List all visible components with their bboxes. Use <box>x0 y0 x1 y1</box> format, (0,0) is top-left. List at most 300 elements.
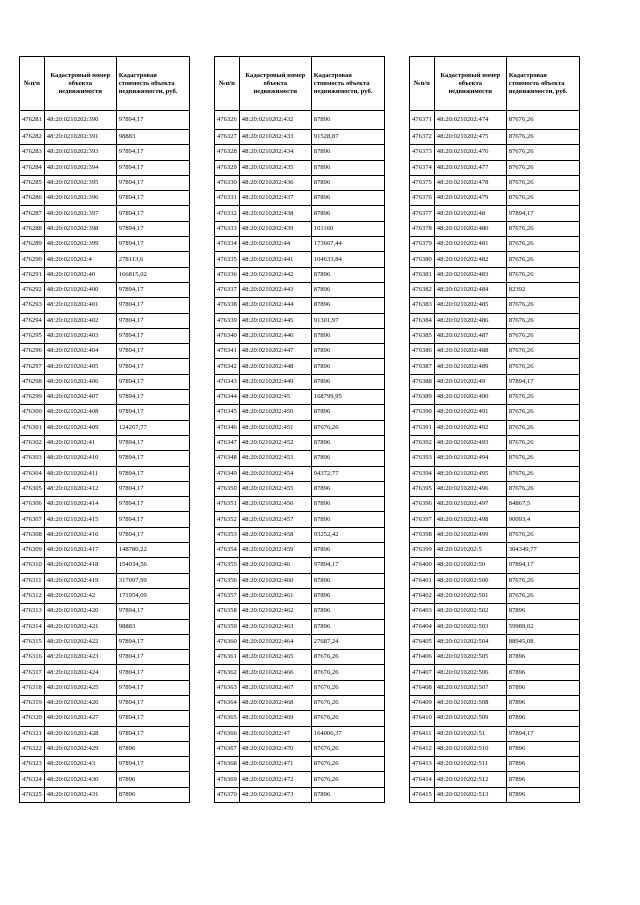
cadastral-number: 48:20:0210202:417 <box>44 543 116 558</box>
table-row <box>410 160 580 175</box>
cadastral-cost: 87896 <box>311 344 384 359</box>
cadastral-cost: 97894,17 <box>116 374 189 389</box>
cadastral-number: 48:20:0210202:512 <box>434 772 506 787</box>
cadastral-number: 48:20:0210202:486 <box>434 313 506 328</box>
table-row <box>20 282 190 297</box>
row-number: 476404 <box>410 619 435 634</box>
row-number: 476300 <box>20 405 45 420</box>
cadastral-number: 48:20:0210202:430 <box>44 772 116 787</box>
table-row <box>20 573 190 588</box>
row-number: 476333 <box>215 221 240 236</box>
table-row <box>410 374 580 389</box>
table-row <box>20 328 190 343</box>
table-row <box>410 206 580 221</box>
cadastral-cost: 87676,26 <box>311 741 384 756</box>
cadastral-number: 48:20:0210202:469 <box>239 711 311 726</box>
row-number: 476394 <box>410 466 435 481</box>
table-row <box>410 130 580 145</box>
cadastral-number: 48:20:0210202:466 <box>239 665 311 680</box>
table-row <box>20 359 190 374</box>
cadastral-number: 48:20:0210202:470 <box>239 741 311 756</box>
cadastral-cost: 278113,6 <box>116 252 189 267</box>
table-row <box>215 344 385 359</box>
cadastral-number: 48:20:0210202:511 <box>434 757 506 772</box>
cadastral-cost: 87896 <box>311 282 384 297</box>
table-row <box>215 772 385 787</box>
cadastral-cost: 97894,17 <box>116 191 189 206</box>
table-row <box>215 512 385 527</box>
cadastral-cost: 97894,17 <box>116 328 189 343</box>
register-table-2 <box>214 56 385 803</box>
cadastral-cost: 97894,17 <box>116 497 189 512</box>
cadastral-cost: 87896 <box>311 787 384 802</box>
cadastral-number: 48:20:0210202:482 <box>434 252 506 267</box>
cadastral-number: 48:20:0210202:490 <box>434 390 506 405</box>
table-row <box>20 206 190 221</box>
row-number: 476399 <box>410 543 435 558</box>
row-number: 476378 <box>410 221 435 236</box>
cadastral-number: 48:20:0210202:489 <box>434 359 506 374</box>
cadastral-cost: 87896 <box>506 665 579 680</box>
cadastral-number: 48:20:0210202:401 <box>44 298 116 313</box>
cadastral-cost: 98883 <box>116 130 189 145</box>
row-number: 476313 <box>20 604 45 619</box>
table-row <box>410 787 580 802</box>
cadastral-number: 48:20:0210202:411 <box>44 466 116 481</box>
cadastral-cost: 97894,17 <box>116 665 189 680</box>
cadastral-number: 48:20:0210202:500 <box>434 573 506 588</box>
row-number: 476286 <box>20 191 45 206</box>
cadastral-cost: 82392 <box>506 282 579 297</box>
cadastral-number: 48:20:0210202:441 <box>239 252 311 267</box>
row-number: 476294 <box>20 313 45 328</box>
table-row <box>20 665 190 680</box>
table-row <box>20 111 190 130</box>
row-number: 476284 <box>20 160 45 175</box>
row-number: 476299 <box>20 390 45 405</box>
row-number: 476358 <box>215 604 240 619</box>
cadastral-number: 48:20:0210202:503 <box>434 619 506 634</box>
cadastral-cost: 87676,26 <box>506 527 579 542</box>
row-number: 476407 <box>410 665 435 680</box>
row-number: 476337 <box>215 282 240 297</box>
cadastral-number: 48:20:0210202:462 <box>239 604 311 619</box>
cadastral-cost: 27687,24 <box>311 634 384 649</box>
cadastral-cost: 87676,26 <box>311 665 384 680</box>
cadastral-cost: 87896 <box>506 787 579 802</box>
table-row <box>20 252 190 267</box>
cadastral-cost: 97894,17 <box>116 405 189 420</box>
header-number: №п/п <box>20 57 45 111</box>
row-number: 476292 <box>20 282 45 297</box>
table-row <box>215 573 385 588</box>
cadastral-number: 48:20:0210202:439 <box>239 221 311 236</box>
row-number: 476380 <box>410 252 435 267</box>
cadastral-number: 48:20:0210202:452 <box>239 435 311 450</box>
table-row <box>20 634 190 649</box>
cadastral-cost: 97894,17 <box>506 726 579 741</box>
cadastral-cost: 87896 <box>311 604 384 619</box>
cadastral-number: 48:20:0210202:51 <box>434 726 506 741</box>
table-header-row <box>215 57 385 111</box>
table-row <box>20 451 190 466</box>
cadastral-cost: 87676,26 <box>311 757 384 772</box>
cadastral-number: 48:20:0210202:395 <box>44 175 116 190</box>
cadastral-number: 48:20:0210202:422 <box>44 634 116 649</box>
cadastral-number: 48:20:0210202:409 <box>44 420 116 435</box>
cadastral-cost: 87896 <box>311 298 384 313</box>
cadastral-cost: 304349,77 <box>506 543 579 558</box>
cadastral-cost: 87676,26 <box>506 405 579 420</box>
row-number: 476340 <box>215 328 240 343</box>
row-number: 476317 <box>20 665 45 680</box>
cadastral-number: 48:20:0210202:428 <box>44 726 116 741</box>
register-table-3 <box>409 56 580 803</box>
cadastral-cost: 87676,26 <box>506 390 579 405</box>
cadastral-number: 48:20:0210202:400 <box>44 282 116 297</box>
cadastral-number: 48:20:0210202:423 <box>44 650 116 665</box>
table-row <box>20 787 190 802</box>
cadastral-cost: 97894,17 <box>311 558 384 573</box>
table-row <box>410 237 580 252</box>
cadastral-cost: 97894,17 <box>116 359 189 374</box>
row-number: 476411 <box>410 726 435 741</box>
cadastral-number: 48:20:0210202:412 <box>44 481 116 496</box>
table-row <box>410 543 580 558</box>
table-row <box>215 588 385 603</box>
cadastral-cost: 168799,95 <box>311 390 384 405</box>
row-number: 476376 <box>410 191 435 206</box>
row-number: 476326 <box>215 111 240 130</box>
cadastral-cost: 87896 <box>311 191 384 206</box>
cadastral-cost: 87676,26 <box>506 267 579 282</box>
cadastral-number: 48:20:0210202:507 <box>434 680 506 695</box>
row-number: 476367 <box>215 741 240 756</box>
cadastral-number: 48:20:0210202:421 <box>44 619 116 634</box>
header-cadastral-number: Кадастровый номер объекта недвижимости <box>44 57 116 111</box>
cadastral-cost: 97894,17 <box>116 512 189 527</box>
cadastral-cost: 94372,77 <box>311 466 384 481</box>
table-row <box>215 543 385 558</box>
cadastral-cost: 97894,17 <box>116 435 189 450</box>
header-number: №п/п <box>410 57 435 111</box>
row-number: 476382 <box>410 282 435 297</box>
cadastral-number: 48:20:0210202:437 <box>239 191 311 206</box>
cadastral-number: 48:20:0210202:44 <box>239 237 311 252</box>
table-row <box>410 680 580 695</box>
table-row <box>410 695 580 710</box>
cadastral-cost: 97894,17 <box>116 111 189 130</box>
cadastral-cost: 97894,17 <box>116 680 189 695</box>
row-number: 476281 <box>20 111 45 130</box>
cadastral-cost: 87676,26 <box>506 466 579 481</box>
cadastral-cost: 91528,87 <box>311 130 384 145</box>
row-number: 476335 <box>215 252 240 267</box>
cadastral-number: 48:20:0210202:495 <box>434 466 506 481</box>
table-row <box>215 497 385 512</box>
table-row <box>410 665 580 680</box>
table-row <box>20 390 190 405</box>
cadastral-cost: 97894,17 <box>116 344 189 359</box>
cadastral-cost: 97894,17 <box>506 374 579 389</box>
row-number: 476311 <box>20 573 45 588</box>
table-row <box>410 650 580 665</box>
header-cadastral-cost: Кадастровая стоимость объекта недвижимости, руб. <box>506 57 579 111</box>
cadastral-number: 48:20:0210202:492 <box>434 420 506 435</box>
row-number: 476390 <box>410 405 435 420</box>
row-number: 476414 <box>410 772 435 787</box>
cadastral-cost: 87676,26 <box>506 160 579 175</box>
table-row <box>410 573 580 588</box>
table-row <box>215 711 385 726</box>
row-number: 476344 <box>215 390 240 405</box>
register-table-1 <box>19 56 190 803</box>
table-row <box>20 772 190 787</box>
cadastral-number: 48:20:0210202:398 <box>44 221 116 236</box>
cadastral-number: 48:20:0210202:479 <box>434 191 506 206</box>
cadastral-cost: 87676,26 <box>506 344 579 359</box>
cadastral-cost: 87676,26 <box>311 695 384 710</box>
table-row <box>410 527 580 542</box>
cadastral-number: 48:20:0210202:463 <box>239 619 311 634</box>
row-number: 476289 <box>20 237 45 252</box>
cadastral-number: 48:20:0210202:448 <box>239 359 311 374</box>
table-row <box>20 726 190 741</box>
row-number: 476357 <box>215 588 240 603</box>
row-number: 476309 <box>20 543 45 558</box>
table-row <box>20 680 190 695</box>
cadastral-cost: 87896 <box>311 435 384 450</box>
cadastral-number: 48:20:0210202:505 <box>434 650 506 665</box>
row-number: 476387 <box>410 359 435 374</box>
cadastral-number: 48:20:0210202:46 <box>239 558 311 573</box>
cadastral-cost: 87676,26 <box>506 175 579 190</box>
cadastral-number: 48:20:0210202:465 <box>239 650 311 665</box>
table-row <box>215 160 385 175</box>
cadastral-cost: 124267,77 <box>116 420 189 435</box>
row-number: 476301 <box>20 420 45 435</box>
cadastral-number: 48:20:0210202:49 <box>434 374 506 389</box>
row-number: 476415 <box>410 787 435 802</box>
table-row <box>410 267 580 282</box>
table-row <box>410 420 580 435</box>
table-row <box>20 130 190 145</box>
cadastral-number: 48:20:0210202:509 <box>434 711 506 726</box>
cadastral-number: 48:20:0210202:446 <box>239 328 311 343</box>
row-number: 476302 <box>20 435 45 450</box>
cadastral-number: 48:20:0210202:40 <box>44 267 116 282</box>
cadastral-cost: 97894,17 <box>116 221 189 236</box>
row-number: 476334 <box>215 237 240 252</box>
cadastral-number: 48:20:0210202:506 <box>434 665 506 680</box>
cadastral-cost: 87896 <box>311 160 384 175</box>
table-row <box>215 558 385 573</box>
cadastral-cost: 87676,26 <box>506 481 579 496</box>
table-row <box>410 344 580 359</box>
cadastral-number: 48:20:0210202:488 <box>434 344 506 359</box>
cadastral-number: 48:20:0210202:393 <box>44 145 116 160</box>
row-number: 476386 <box>410 344 435 359</box>
cadastral-number: 48:20:0210202:420 <box>44 604 116 619</box>
cadastral-number: 48:20:0210202:405 <box>44 359 116 374</box>
row-number: 476331 <box>215 191 240 206</box>
row-number: 476343 <box>215 374 240 389</box>
table-row <box>410 604 580 619</box>
cadastral-number: 48:20:0210202:397 <box>44 206 116 221</box>
cadastral-number: 48:20:0210202:480 <box>434 221 506 236</box>
cadastral-number: 48:20:0210202:468 <box>239 695 311 710</box>
row-number: 476397 <box>410 512 435 527</box>
cadastral-cost: 87896 <box>506 711 579 726</box>
cadastral-number: 48:20:0210202:47 <box>239 726 311 741</box>
row-number: 476366 <box>215 726 240 741</box>
cadastral-number: 48:20:0210202:510 <box>434 741 506 756</box>
table-row <box>215 619 385 634</box>
cadastral-number: 48:20:0210202:491 <box>434 405 506 420</box>
table-row <box>410 481 580 496</box>
cadastral-number: 48:20:0210202:5 <box>434 543 506 558</box>
table-row <box>410 145 580 160</box>
cadastral-cost: 87676,26 <box>506 573 579 588</box>
cadastral-cost: 87896 <box>311 374 384 389</box>
cadastral-cost: 97894,17 <box>116 298 189 313</box>
cadastral-cost: 87676,26 <box>506 111 579 130</box>
cadastral-number: 48:20:0210202:457 <box>239 512 311 527</box>
table-row <box>20 619 190 634</box>
cadastral-cost: 90093,4 <box>506 512 579 527</box>
cadastral-cost: 87676,26 <box>506 191 579 206</box>
table-row <box>20 145 190 160</box>
cadastral-cost: 97894,17 <box>116 650 189 665</box>
row-number: 476305 <box>20 481 45 496</box>
table-row <box>20 313 190 328</box>
cadastral-number: 48:20:0210202:471 <box>239 757 311 772</box>
table-row <box>20 711 190 726</box>
cadastral-number: 48:20:0210202:494 <box>434 451 506 466</box>
row-number: 476381 <box>410 267 435 282</box>
cadastral-number: 48:20:0210202:504 <box>434 634 506 649</box>
row-number: 476329 <box>215 160 240 175</box>
cadastral-cost: 87896 <box>116 772 189 787</box>
table-row <box>20 695 190 710</box>
row-number: 476408 <box>410 680 435 695</box>
table-row <box>20 405 190 420</box>
header-cadastral-cost: Кадастровая стоимость объекта недвижимости, руб. <box>116 57 189 111</box>
row-number: 476412 <box>410 741 435 756</box>
row-number: 476368 <box>215 757 240 772</box>
cadastral-number: 48:20:0210202:508 <box>434 695 506 710</box>
cadastral-number: 48:20:0210202:425 <box>44 680 116 695</box>
cadastral-cost: 87896 <box>311 619 384 634</box>
table-row <box>410 175 580 190</box>
cadastral-cost: 87676,26 <box>311 711 384 726</box>
table-row <box>20 191 190 206</box>
cadastral-cost: 87676,26 <box>506 221 579 236</box>
cadastral-cost: 87896 <box>506 650 579 665</box>
table-row <box>20 558 190 573</box>
table-row <box>410 634 580 649</box>
row-number: 476327 <box>215 130 240 145</box>
row-number: 476308 <box>20 527 45 542</box>
table-row <box>410 772 580 787</box>
row-number: 476377 <box>410 206 435 221</box>
cadastral-cost: 173667,44 <box>311 237 384 252</box>
row-number: 476287 <box>20 206 45 221</box>
cadastral-cost: 97894,17 <box>116 282 189 297</box>
row-number: 476336 <box>215 267 240 282</box>
row-number: 476365 <box>215 711 240 726</box>
table-row <box>410 711 580 726</box>
cadastral-cost: 104633,84 <box>311 252 384 267</box>
cadastral-cost: 87896 <box>506 695 579 710</box>
row-number: 476395 <box>410 481 435 496</box>
cadastral-number: 48:20:0210202:433 <box>239 130 311 145</box>
table-row <box>410 313 580 328</box>
cadastral-cost: 87896 <box>311 111 384 130</box>
cadastral-number: 48:20:0210202:435 <box>239 160 311 175</box>
row-number: 476389 <box>410 390 435 405</box>
cadastral-cost: 87896 <box>311 175 384 190</box>
row-number: 476396 <box>410 497 435 512</box>
table-row <box>215 252 385 267</box>
table-row <box>410 466 580 481</box>
table-row <box>410 741 580 756</box>
cadastral-number: 48:20:0210202:42 <box>44 588 116 603</box>
cadastral-number: 48:20:0210202:501 <box>434 588 506 603</box>
row-number: 476409 <box>410 695 435 710</box>
cadastral-number: 48:20:0210202:497 <box>434 497 506 512</box>
row-number: 476295 <box>20 328 45 343</box>
row-number: 476403 <box>410 604 435 619</box>
cadastral-cost: 97894,17 <box>116 466 189 481</box>
cadastral-number: 48:20:0210202:483 <box>434 267 506 282</box>
cadastral-cost: 97894,17 <box>116 604 189 619</box>
cadastral-number: 48:20:0210202:431 <box>44 787 116 802</box>
table-row <box>410 359 580 374</box>
table-row <box>20 543 190 558</box>
cadastral-number: 48:20:0210202:450 <box>239 405 311 420</box>
cadastral-cost: 171954,09 <box>116 588 189 603</box>
cadastral-number: 48:20:0210202:460 <box>239 573 311 588</box>
row-number: 476351 <box>215 497 240 512</box>
row-number: 476291 <box>20 267 45 282</box>
cadastral-number: 48:20:0210202:499 <box>434 527 506 542</box>
table-row <box>410 558 580 573</box>
table-row <box>215 634 385 649</box>
table-row <box>410 298 580 313</box>
row-number: 476385 <box>410 328 435 343</box>
row-number: 476323 <box>20 757 45 772</box>
cadastral-number: 48:20:0210202:396 <box>44 191 116 206</box>
cadastral-number: 48:20:0210202:418 <box>44 558 116 573</box>
cadastral-cost: 97894,17 <box>506 558 579 573</box>
cadastral-cost: 87896 <box>311 145 384 160</box>
header-number: №п/п <box>215 57 240 111</box>
cadastral-number: 48:20:0210202:4 <box>44 252 116 267</box>
cadastral-number: 48:20:0210202:407 <box>44 390 116 405</box>
cadastral-number: 48:20:0210202:390 <box>44 111 116 130</box>
cadastral-cost: 87676,26 <box>506 420 579 435</box>
table-row <box>215 191 385 206</box>
row-number: 476330 <box>215 175 240 190</box>
cadastral-number: 48:20:0210202:402 <box>44 313 116 328</box>
cadastral-cost: 97894,17 <box>116 313 189 328</box>
cadastral-cost: 87896 <box>506 757 579 772</box>
table-row <box>215 695 385 710</box>
cadastral-cost: 87896 <box>506 680 579 695</box>
table-row <box>215 405 385 420</box>
row-number: 476304 <box>20 466 45 481</box>
